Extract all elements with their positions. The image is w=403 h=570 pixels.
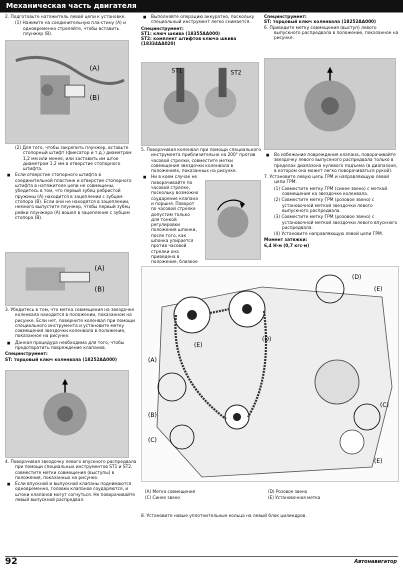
timing-chain-diagram <box>141 266 399 482</box>
page-title: Механическая часть двигателя <box>6 1 137 10</box>
svg-text:ST2: ST2 <box>230 70 242 77</box>
svg-text:(B): (B) <box>89 93 100 102</box>
torque-label: Момент затяжки: <box>264 238 308 244</box>
diagram-label-c2: (C) <box>380 402 389 409</box>
diagram-label-b: (B) <box>148 412 157 419</box>
special-tool-label-3: Специнструмент: <box>264 15 307 20</box>
photo-crank-rotation <box>205 180 261 260</box>
column-3-lower <box>264 153 399 249</box>
publisher-brand: Автонавигатор <box>354 559 397 565</box>
svg-text:ST1: ST1 <box>171 68 183 75</box>
step-7-2: (2) Совместите метку ГРМ (розовое звено) с установочной меткой звездочки левого выпускного распредвала. <box>274 198 375 214</box>
step-6: 6. Приведите метку совмещения (выступ) левого выпускного распредвала в положение, показанное на рисунке. <box>264 25 399 42</box>
column-2 <box>141 15 261 48</box>
step-2-1: (1) Нажмите на соединительную пла-стину (А) и одновременно стреляйте, чтобы вставить плунжер (В). <box>15 21 126 37</box>
step-8-block <box>141 514 399 520</box>
step-5: 5. Поворачивая коленвал при помощи специального инструмента приблизительно на 200° против часовой стрелки, совместите метки совмещения звездочки коленвала в положениях, показанных на рисунке. <box>141 148 261 175</box>
diagram-label-e2: (E) <box>374 286 383 293</box>
svg-text:(B): (B) <box>94 285 105 294</box>
special-tool-label-1: Специнструмент: <box>5 352 48 358</box>
note-2: ■ Данная процедура необходима для того, чтобы предотвратить повреждение клапанов. <box>5 341 137 352</box>
diagram-label-d2: (D) <box>352 274 362 281</box>
step-2: 2. Подготовьте натяжитель левой цепи к установке. <box>5 15 126 20</box>
special-tool-st2: ST2: комплект штифтов ключа шкива (18334АА020) <box>141 37 237 48</box>
diagram-label-d1: (D) <box>262 336 272 343</box>
special-tool-st1: ST1: ключ шкива (18355АА000) <box>141 31 221 37</box>
column-1-lower <box>5 308 137 363</box>
legend-a: (А) Метка совмещения <box>145 489 196 494</box>
step-7-1: (1) Совместите метку ГРМ (синее звено) с меткой совмещения на звездочке коленвала. <box>274 186 388 198</box>
diagram-label-e3: (E) <box>374 458 383 465</box>
step-4: 4. Поворачивая звездочку левого впускного распредвала при помощи специальных инструментов ST1 и ST2, совместите метки совмещения (выступы) в положения, показанных на рисунке. <box>5 460 137 481</box>
photo-exhaust-camshaft <box>264 58 396 150</box>
note-4: ■ Ни в коем случае не поворачивайте по часовой стрелке, поскольку возможно соударение клапана и поршня. Поворот по часовой стрелке допустим только для тонкой регулировки положения шпонки, после того, как шпонка упирается против часовой стрелки она приведена в положение, близкое <box>141 175 199 276</box>
step-7-4: (4) Установите направляющую левой цепи ГРМ. <box>274 232 384 238</box>
note-5: ■ Во избежание повреждения клапана, поворачивайте звездочку левого выпускного распредвала только в пределах диапазона нулевого подъема (в диапазоне, в котором она может легко поворачиваться рукой). <box>264 153 399 174</box>
diagram-label-a: (A) <box>148 357 157 364</box>
step-3: 3. Убедитесь в том, что метка совмещения на звездочке коленвала находится в положении, показанном на рисунке. Если нет, поверните коленвал при помощи специального инструмента и установите метку совмещения звездочки коленвала в положение, показанное на рисунке. <box>5 308 135 340</box>
photo-tensioner-2 <box>5 252 129 306</box>
svg-text:(A): (A) <box>89 64 100 73</box>
diagram-label-c: (C) <box>148 437 157 444</box>
footer-rule <box>5 556 398 557</box>
step-7-3: (3) Совместите метку ГРМ (розовое звено) с установочной меткой звездочки левого впускного распредвала. <box>274 215 398 231</box>
step-2-2: (2) Для того, чтобы закрепить плунжер, вставьте стопорный штифт (фиксатор и т.д.) диаметром 1,2 мм или менее, или заставить им шток диаметром 1,2 мм в отверстие стопорного штифта. <box>15 146 132 173</box>
legend-e: (Е) Установочная метка <box>268 495 321 500</box>
column-1-middle <box>5 146 137 222</box>
diagram-label-e1: (E) <box>194 342 203 349</box>
special-tool-1: ST: торцовый ключ коленвала (18252АА000) <box>5 357 118 363</box>
special-tool-label-2: Специнструмент: <box>141 26 184 32</box>
photo-tensioner-1 <box>5 40 129 144</box>
note-3: ■ Если впускной и выпускной клапаны поднимаются одновременно, головки клапанов соударяются, и штоки клапанов могут согнуться. Не поворачивайте левый выпускной распредвал. <box>5 482 137 503</box>
legend-d: (D) Розовое звено <box>268 489 308 494</box>
photo-camshaft-tool <box>141 62 259 146</box>
note-tool: ■ Выполняйте операцию аккуратно, поскольку специальный инструмент легко снимается. <box>141 15 261 26</box>
page-number: 92 <box>5 557 18 567</box>
column-1-bottom <box>5 460 137 504</box>
column-3 <box>264 15 399 42</box>
legend-c: (С) Синее звено <box>145 495 180 500</box>
step-7: 7. Установите левую цепь ГРМ и направляющую левой цепи ГРМ. <box>264 175 390 186</box>
step-8: 8. Установите новые уплотнительные кольца на левый блок цилиндров. <box>141 514 307 519</box>
header-rule <box>0 12 403 13</box>
note-1: ■ Если отверстие стопорного штифта в соединительной пластине и отверстие стопорного штифта в натяжителе цепи не совмещены, убедитесь в том, что первый зубец ребристой пружины (А) находится в зацеплении с зубцом стопора (В). Если они не находятся в зацеплении, немного выпустите плунжер, чтобы первый зубец рейки плунжера (А) вошел в зацепление с зубцом стопора (В). <box>5 173 137 221</box>
svg-text:(A): (A) <box>94 264 105 273</box>
column-1 <box>5 15 137 38</box>
torque-value: 6,4 Н·м (0,7 кгс·м) <box>264 243 310 249</box>
photo-crankshaft <box>5 370 129 458</box>
special-tool-3: ST: торцовый ключ коленвала (18252АА000) <box>264 20 377 26</box>
